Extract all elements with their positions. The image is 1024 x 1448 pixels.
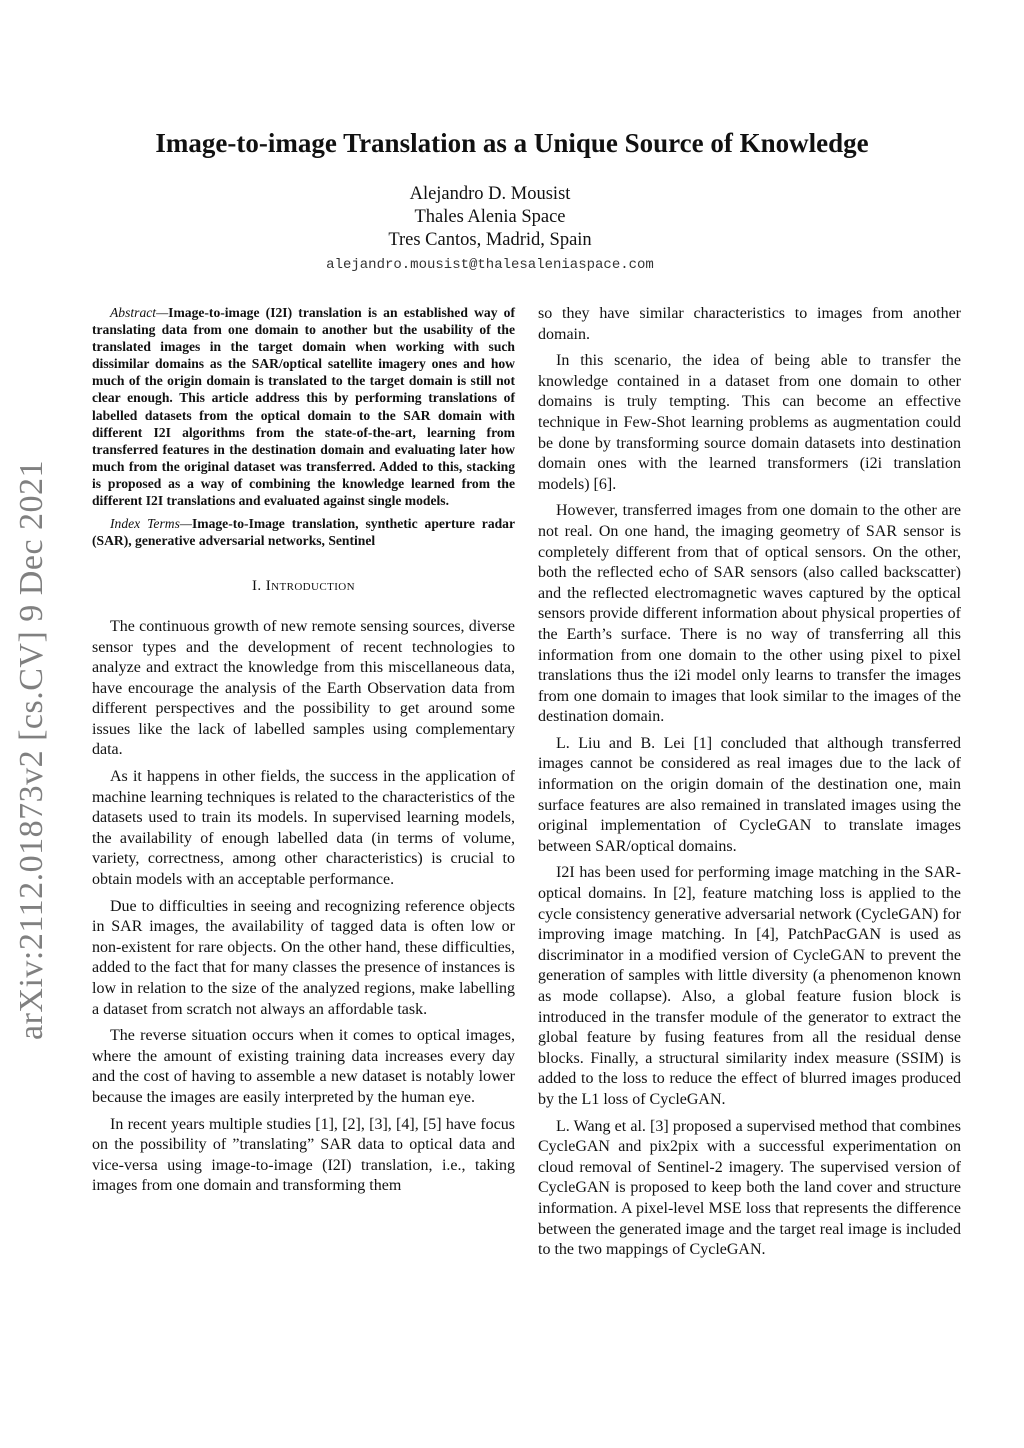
paragraph: The continuous growth of new remote sensing sources, diverse sensor types and the development of recent technologies to analyze and extract the knowledge from this miscellaneous data, have encourage the analysis of the Earth Observation data from different perspectives and the possibility to get around some issues like the lack of labelled samples using complementary data. xyxy=(92,617,515,759)
abstract xyxy=(92,304,515,509)
left-column xyxy=(92,304,515,1203)
right-column xyxy=(538,304,961,1267)
paragraph: Due to difficulties in seeing and recognizing reference objects in SAR images, the availability of tagged data is often low or non-existent for rare objects. On the other hand, these difficulties, added to the fact that for many classes the presence of instances is low in relation to the size of the analyzed regions, make labelling a dataset from scratch not always an affordable task. xyxy=(92,897,515,1018)
index-terms xyxy=(92,515,515,549)
author-block xyxy=(0,183,980,277)
author-location: Tres Cantos, Madrid, Spain xyxy=(388,230,592,250)
index-terms-text: Image-to-Image translation, synthetic aperture radar (SAR), generative adversarial networks, Sentinel xyxy=(92,516,516,549)
author-name: Alejandro D. Mousist xyxy=(409,184,571,204)
abstract-lead: Abstract— xyxy=(110,305,169,320)
paragraph: The reverse situation occurs when it comes to optical images, where the amount of existing training data increases every day and the cost of having to assemble a new dataset is notably lower because the images are easily interpreted by the human eye. xyxy=(92,1027,515,1106)
paragraph: As it happens in other fields, the success in the application of machine learning techniques is related to the characteristics of the datasets used to train its models. In supervised learning models, the availability of enough labelled data (in terms of volume, variety, correctness, among other characteristics) is crucial to obtain models with an acceptable performance. xyxy=(92,768,515,889)
paragraph: L. Liu and B. Lei [1] concluded that although transferred images cannot be considered as real images due to the lack of information on the origin domain of the destination one, main surface features are also remained in translated images using the original implementation of CycleGAN to translate images between SAR/optical domains. xyxy=(538,734,961,855)
paragraph: In recent years multiple studies [1], [2], [3], [4], [5] have focus on the possibility of ”translating” SAR data to optical data and vice-versa using image-to-image (I2I) translation, i.e., taking images from one domain and transforming them xyxy=(92,1115,515,1195)
paragraph: I2I has been used for performing image matching in the SAR-optical domains. In [2], feature matching loss is applied to the cycle consistency generative adversarial network (CycleGAN) for improving image matching. In [4], PatchPacGAN is used as discriminator in a modified version of CycleGAN to prevent the generation of samples with little diversity (a phenomenon known as mode collapse). Also, a global feature fusion block is introduced in the transfer module of the generator to extract the global feature by fusing features from all the residual dense blocks. Finally, a structural similarity index measure (SSIM) is added to the loss to reduce the effect of blurred images produced by the L1 loss of CycleGAN. xyxy=(538,864,961,1108)
paper-title: Image-to-image Translation as a Unique Source of Knowledge xyxy=(155,128,869,158)
abstract-text: Image-to-image (I2I) translation is an established way of translating data from one domain to another but the usability of the translated images in the target domain when working with such dissimilar domains as the SAR/optical satellite imagery ones and how much of the origin domain is translated to the target domain is still not clear enough. This article address this by performing translations of labelled datasets from the optical domain to the SAR domain with different I2I algorithms from the state-of-the-art, learning from transferred features in the destination domain and evaluating later how much from the original dataset was transferred. Added to this, stacking is proposed as a way of combining the knowledge learned from the different I2I translations and evaluated against single models. xyxy=(92,305,515,509)
author-email[interactable]: alejandro.mousist@thalesaleniaspace.com xyxy=(326,257,654,273)
paragraph: L. Wang et al. [3] proposed a supervised method that combines CycleGAN and pix2pix with a successful experimentation on cloud removal of Sentinel-2 imagery. The supervised version of CycleGAN is proposed to keep both the land cover and structure information. A pixel-level MSE loss that represents the difference between the generated image and the target real image is included to the two mappings of CycleGAN. xyxy=(538,1117,961,1259)
paragraph: In this scenario, the idea of being able to transfer the knowledge contained in a dataset from one domain to other domains is truly tempting. This can become an effective technique in Few-Shot learning problems as augmentation could be done by transforming source domain datasets into destination domain ones with the learned transformers (i2i translation models) [6]. xyxy=(538,352,961,493)
section-heading: I. Introduction xyxy=(252,578,355,595)
paragraph: However, transferred images from one domain to the other are not real. On one hand, the imaging geometry of SAR sensor is completely different from that of optical sensors. On the other, both the reflected echo of SAR sensors (also called backscatter) and the reflected electromagnetic waves captured by the optical sensors provide different information about physical properties of the Earth’s surface. There is no way of transferring all this information from one domain to the other using pixel to pixel translations thus the i2i model only learns to transfer the images from one domain to images that look similar to the images of the destination domain. xyxy=(538,502,961,726)
paragraph-continuation: so they have similar characteristics to images from another domain. xyxy=(538,305,961,343)
arxiv-stamp: arXiv:2112.01873v2 [cs.CV] 9 Dec 2021 xyxy=(13,459,50,1040)
author-affiliation: Thales Alenia Space xyxy=(414,207,566,227)
index-terms-lead: Index Terms— xyxy=(110,516,192,532)
